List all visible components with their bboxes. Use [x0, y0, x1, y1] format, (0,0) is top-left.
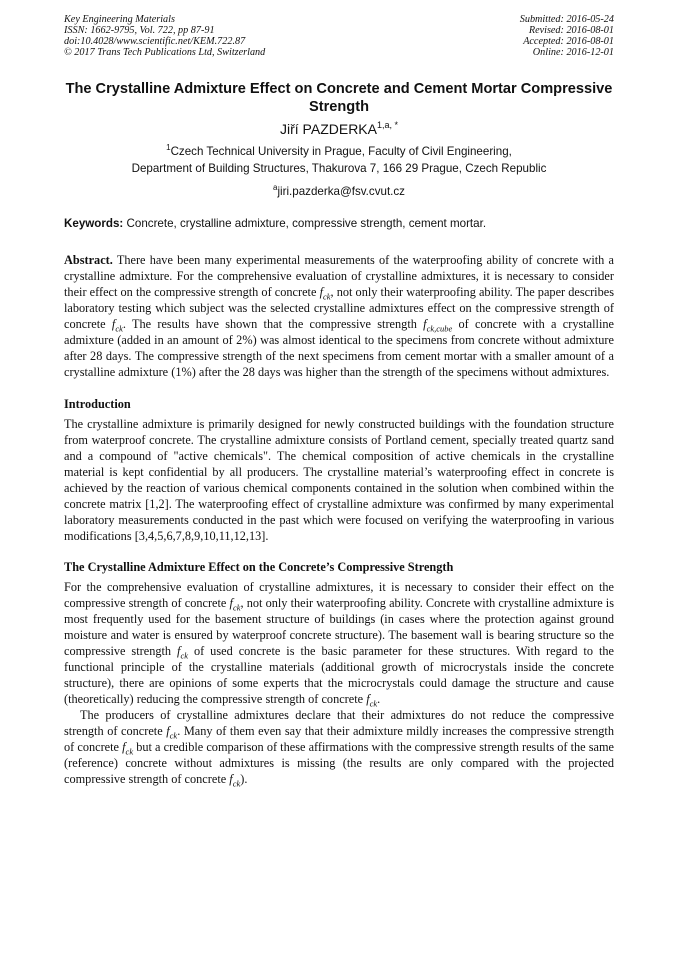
email-address: jiri.pazderka@fsv.cvut.cz — [277, 185, 405, 198]
keywords — [64, 216, 614, 232]
section-heading: The Crystalline Admixture Effect on the Concrete’s Compressive Strength — [64, 560, 454, 574]
keywords-text: Concrete, crystalline admixture, compressive strength, cement mortar. — [123, 217, 487, 230]
author-line — [64, 119, 614, 139]
online-date: Online: 2016-12-01 — [532, 47, 614, 58]
author-name: Jiří PAZDERKA — [280, 121, 377, 137]
introduction-text: The crystalline admixture is primarily designed for newly constructed buildings with the foundation structure from waterproof concrete. The crystalline admixture consists of Portland cement, specially treated quartz sand and a compound of "active chemicals". The chemical composition of active chemicals in the crystalline material is kept confidential by all producers. The crystalline material’s waterproofing effect in concrete is achieved by the reaction of various chemical components contained in the solution when combined within the concrete matrix [1,2]. The waterproofing effect of crystalline admixture was confirmed by many experimental laboratory measurements conducted in the past which were focused on verifying the waterproofing in various modifications [3,4,5,6,7,8,9,10,11,12,13]. — [64, 417, 614, 543]
journal-copyright: © 2017 Trans Tech Publications Ltd, Switzerland — [64, 47, 266, 58]
author-superscript: 1,a, * — [376, 120, 398, 130]
section-paragraph-1: For the comprehensive evaluation of crystalline admixtures, it is necessary to consider their effect on the compressive strength of concrete $f_{ck}$, not only their waterproofing ability. Concrete with crystalline admixture is most frequently used for the basement structure of buildings (in cases where the protection against ground moisture and water is ensured by waterproof concrete structure). The basement wall is bearing structure so the compressive strength $f_{ck}$ of used concrete is the basic parameter for these structures. With regard to the functional principle of the crystalline materials (additional growth of microcrystals inside the concrete structure), there are opinions of some experts that the microcrystals could damage the structure and cause (theoretically) reducing the compressive strength of concrete $f_{ck}$. — [64, 580, 614, 709]
symbol-fck: $f_{ck}$ — [229, 772, 241, 789]
submission-dates — [520, 14, 614, 58]
abstract: Abstract. There have been many experimental measurements of the waterproofing ability of concrete with a crystalline admixture. For the comprehensive evaluation of crystalline admixtures, it is necessary to consider their effect on the compressive strength of concrete $f_{ck}$, not only their waterproofing ability. The paper describes laboratory testing which subject was the selected crystalline admixtures effect on the compressive strength of concrete $f_{ck}$. The results have shown that the compressive strength $f_{ck,cube}$ of concrete with a crystalline admixture (added in an amount of 2%) was almost identical to the specimens from concrete without admixture after 28 days. The compressive strength of the next specimens from cement mortar with a smaller amount of a crystalline admixture (1%) after the 28 days was higher than the strength of the specimens without admixtures. — [64, 253, 614, 379]
author-email — [64, 183, 614, 200]
journal-issn: ISSN: 1662-9795, Vol. 722, pp 87-91 — [64, 25, 215, 36]
accepted-date: Accepted: 2016-08-01 — [523, 36, 614, 47]
journal-doi: doi:10.4028/www.scientific.net/KEM.722.87 — [64, 36, 246, 47]
symbol-fck: $f_{ck}$ — [166, 724, 178, 741]
symbol-fck-cube: $f_{ck,cube}$ — [423, 317, 453, 334]
symbol-fck: $f_{ck}$ — [177, 644, 188, 661]
journal-header — [64, 14, 614, 58]
introduction-heading: Introduction — [64, 397, 131, 411]
paper-title: The Crystalline Admixture Effect on Concrete and Cement Mortar Compressive Strength — [65, 81, 613, 115]
affiliation-line-2: Department of Building Structures, Thakurova 7, 166 29 Prague, Czech Republic — [131, 162, 547, 175]
section-paragraph-2: The producers of crystalline admixtures declare that their admixtures do not reduce the compressive strength of concrete $f_{ck}$. Many of them even say that their admixture mildly increases the compressive strength of concrete $f_{ck}$ but a credible comparison of these affirmations with the compressive strength results of the same (reference) concrete without admixtures is missing (the results are only compared with the projected compressive strength of concrete $f_{ck}$). — [64, 708, 614, 789]
symbol-fck: $f_{ck}$ — [319, 285, 331, 302]
symbol-fck: $f_{ck}$ — [122, 740, 134, 757]
affiliation — [64, 143, 614, 177]
paper-page — [64, 14, 614, 787]
symbol-fck: $f_{ck}$ — [229, 596, 241, 613]
affiliation-line-1: $^1$Czech Technical University in Prague, Faculty of Civil Engineering, — [166, 143, 512, 158]
journal-info — [64, 14, 265, 58]
journal-name: Key Engineering Materials — [64, 14, 175, 25]
abstract-label: Abstract. — [64, 253, 113, 267]
revised-date: Revised: 2016-08-01 — [528, 25, 614, 36]
symbol-fck: $f_{ck}$ — [111, 317, 123, 334]
submitted-date: Submitted: 2016-05-24 — [519, 14, 614, 25]
affiliation-superscript: 1 — [166, 143, 171, 152]
symbol-fck: $f_{ck}$ — [366, 692, 378, 709]
email-superscript: a — [273, 183, 278, 192]
keywords-label: Keywords: — [64, 217, 124, 230]
